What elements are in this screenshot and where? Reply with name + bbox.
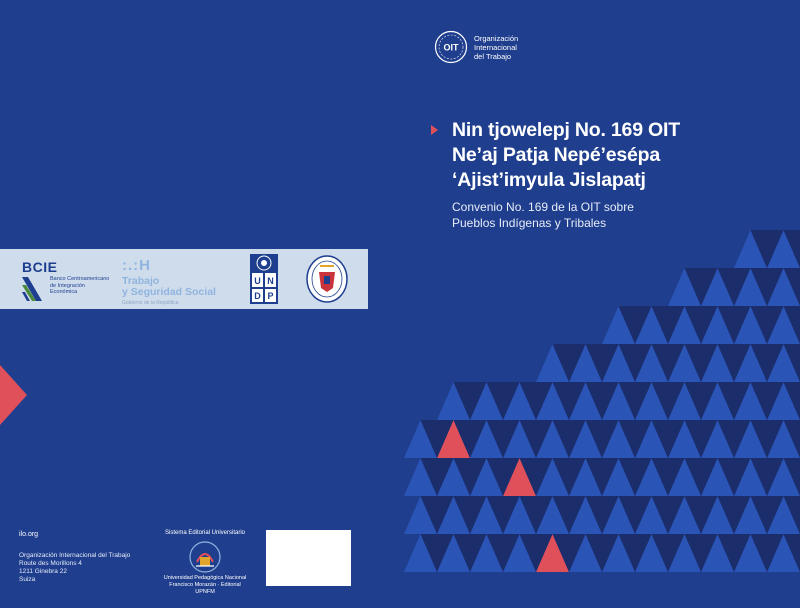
bcie-stripes-icon: [22, 277, 42, 301]
trabajo-name: [122, 276, 232, 298]
undp-letter: U: [254, 276, 261, 286]
document-title: [452, 118, 764, 193]
footer-address: [19, 552, 130, 584]
ilo-name-line: Internacional: [474, 42, 517, 52]
title-arrow-icon: [431, 125, 438, 135]
address-line: Route des Morillons 4: [19, 560, 82, 567]
editorial-line: Francisco Morazán · Editorial UPNFM: [169, 582, 241, 595]
bcie-logo: [22, 259, 110, 305]
editorial-text: [162, 575, 248, 596]
trabajo-subtitle: Gobierno de la República: [122, 300, 179, 306]
ilo-logo: [434, 30, 518, 64]
barcode-box: [266, 530, 351, 586]
footer-url: ilo.org: [19, 531, 39, 538]
document-subtitle: [452, 199, 764, 231]
trabajo-mark: :.:H: [122, 257, 151, 274]
university-seal-icon: [305, 254, 349, 304]
title-line: Ne’aj Patja Nepé’esépa: [452, 144, 661, 166]
ilo-emblem-icon: [434, 30, 468, 64]
undp-letter: P: [267, 291, 274, 301]
undp-letter: N: [267, 276, 274, 286]
title-block: [434, 118, 764, 231]
subtitle-line: Convenio No. 169 de la OIT sobre: [452, 200, 634, 214]
undp-letter: D: [254, 291, 261, 301]
editorial-emblem-icon: [188, 540, 222, 574]
bcie-name: Banco Centroamericano de Integración Económica: [50, 276, 110, 295]
bcie-acronym: BCIE: [22, 259, 58, 275]
address-line: 1211 Ginebra 22: [19, 568, 67, 575]
editorial-line: Universidad Pedagógica Nacional: [163, 575, 247, 581]
ilo-name-line: Organización: [474, 33, 519, 43]
editorial-logo-block: [162, 530, 248, 596]
trabajo-name-line: y Seguridad Social: [122, 286, 216, 298]
address-line: Organización Internacional del Trabajo: [19, 552, 131, 559]
red-arrow-triangle: [0, 365, 27, 425]
ilo-name: [474, 34, 518, 61]
address-line: Suiza: [19, 576, 36, 583]
subtitle-line: Pueblos Indígenas y Tribales: [452, 216, 607, 230]
trabajo-logo: [122, 257, 232, 306]
title-line: Nin tjowelepj No. 169 OIT: [452, 119, 680, 141]
trabajo-name-line: Trabajo: [122, 275, 160, 287]
ilo-emblem-text: OIT: [443, 42, 459, 53]
title-line: ‘Ajist’imyula Jislapatj: [452, 169, 646, 191]
ilo-name-line: del Trabajo: [474, 51, 512, 61]
editorial-title: Sistema Editorial Universitario: [164, 530, 246, 536]
undp-logo: [250, 254, 278, 304]
